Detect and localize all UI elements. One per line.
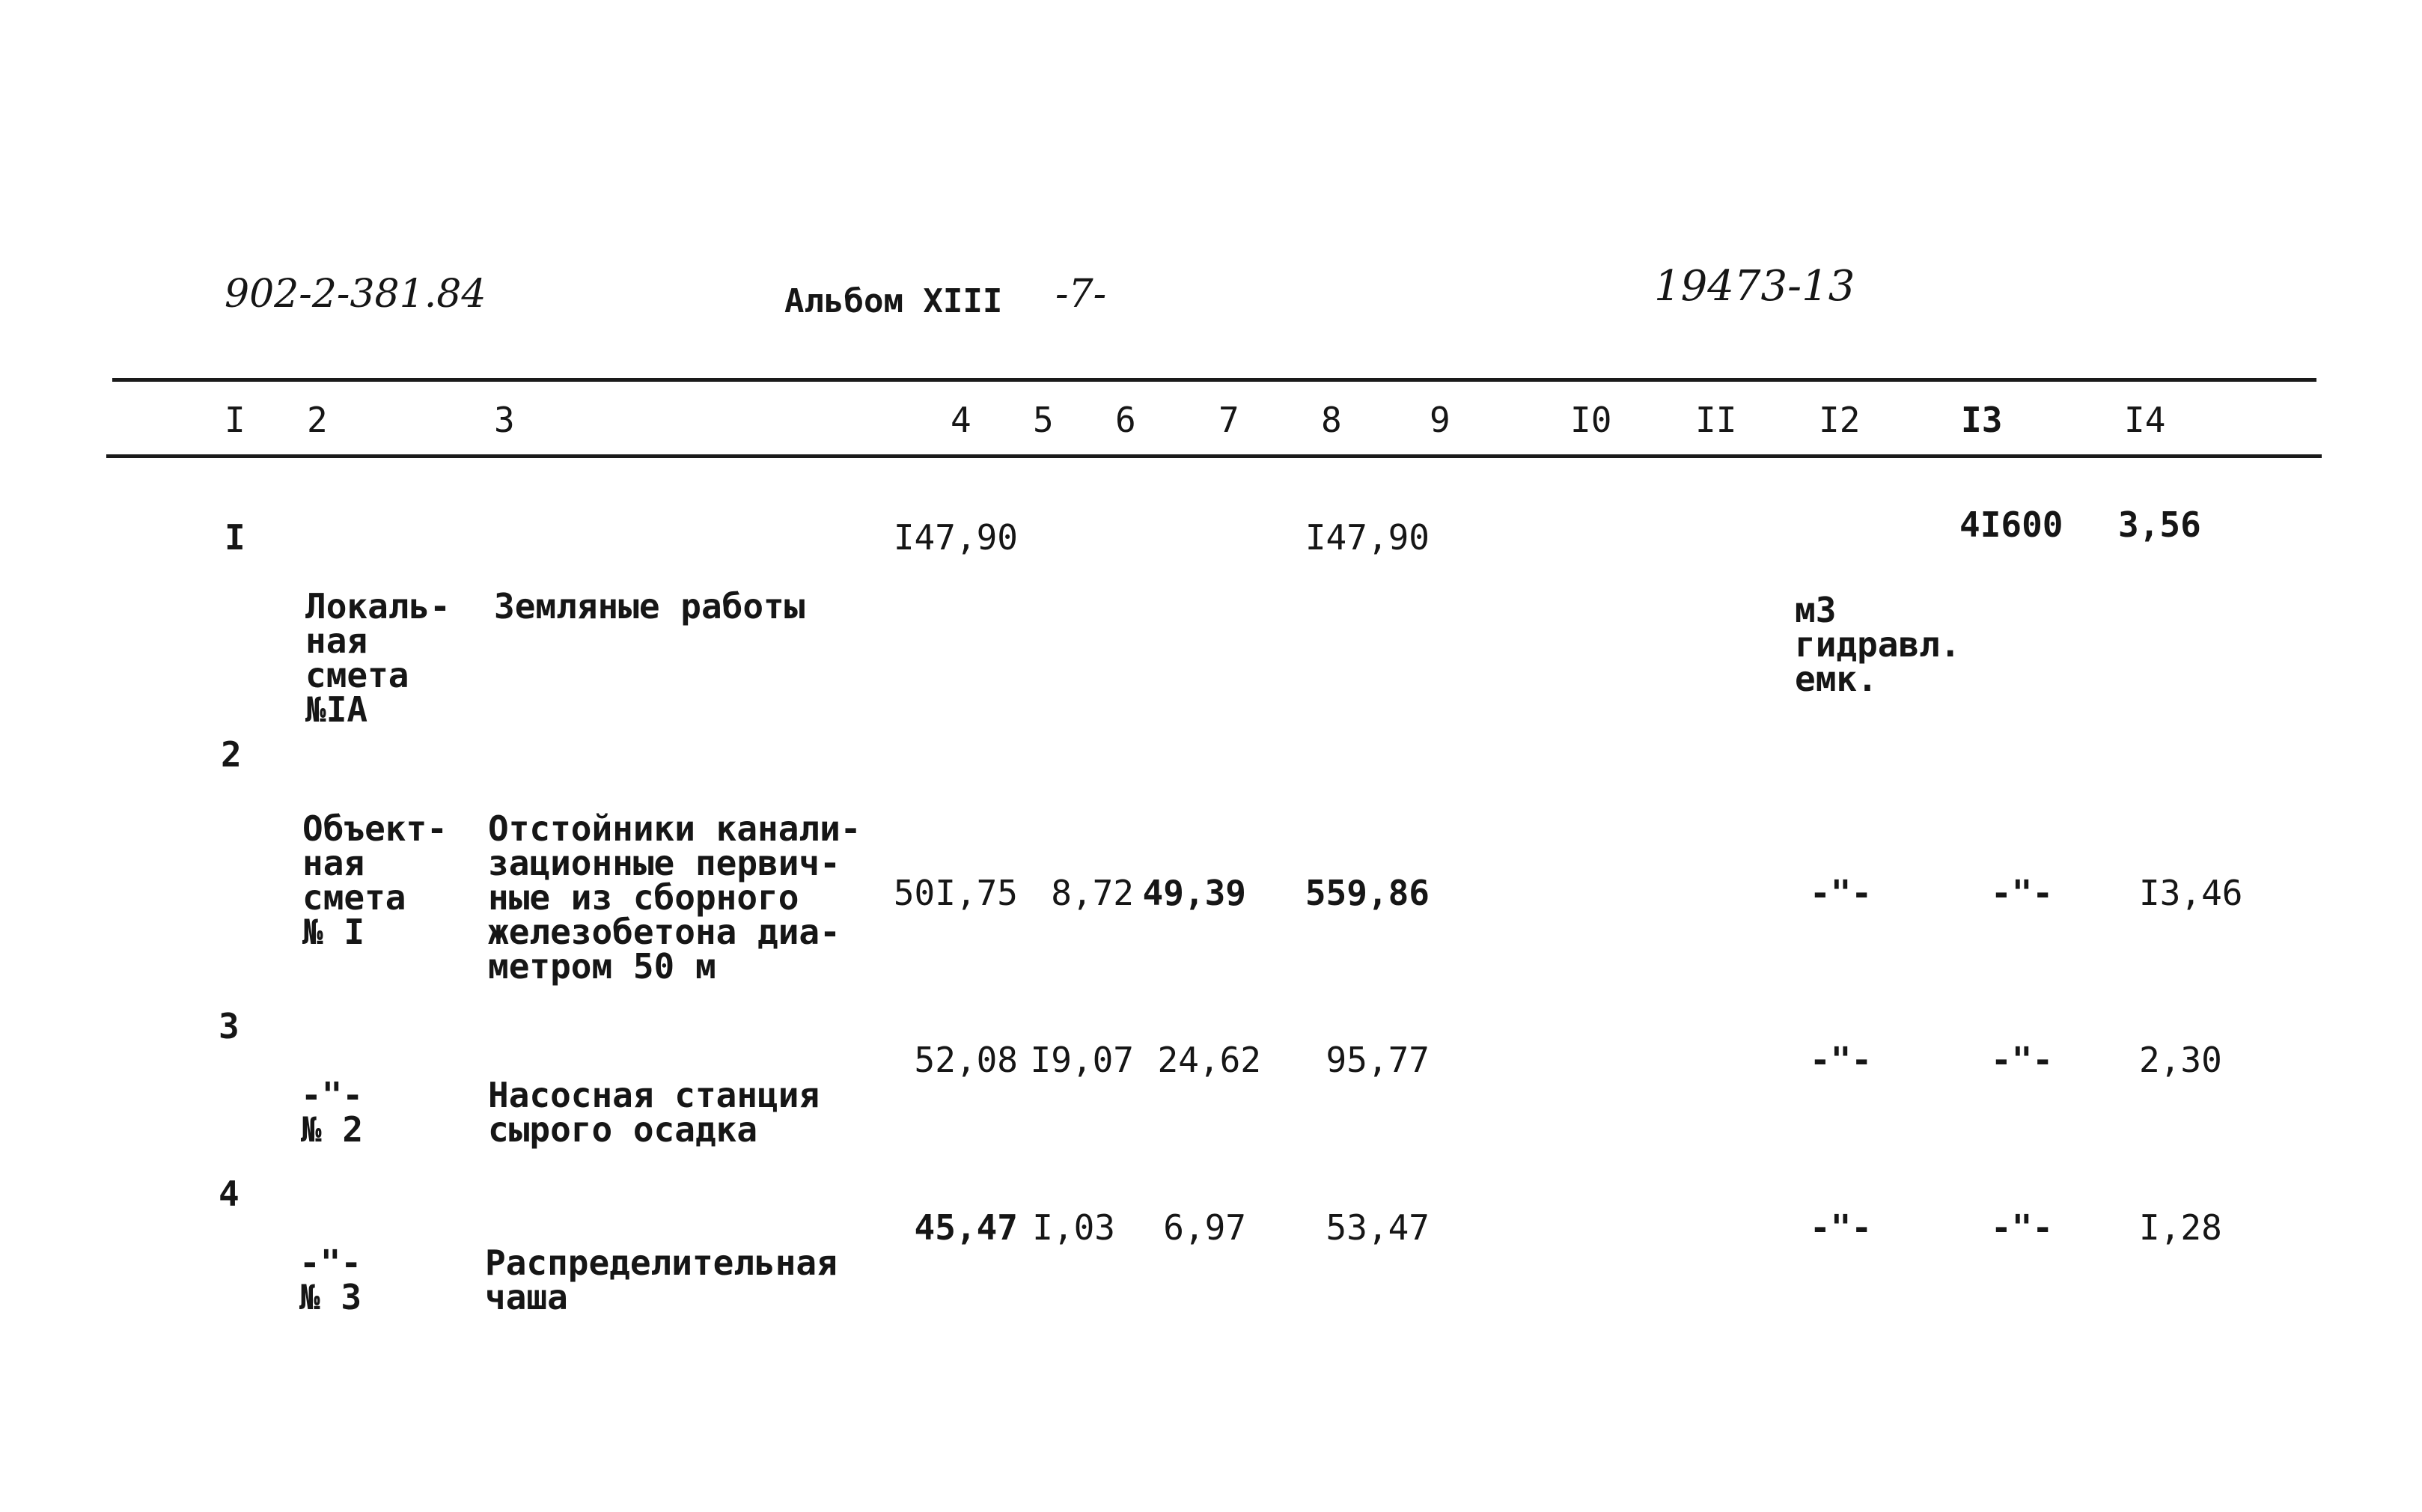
cost-col-6: 49,39 — [1142, 873, 1246, 913]
unit-of-measure: м3 гидравл. емк. — [1795, 590, 1961, 699]
capacity-col-13: 4I600 — [1959, 504, 2063, 545]
work-name: Насосная станция сырого осадка — [488, 1075, 820, 1150]
album-label: Альбом XIII — [784, 282, 1003, 320]
cost-col-6: 24,62 — [1157, 1040, 1261, 1080]
row-number: 3 — [219, 1006, 240, 1046]
cost-col-14: 2,30 — [2139, 1040, 2222, 1080]
column-number: 3 — [494, 400, 515, 440]
column-number: 6 — [1115, 400, 1136, 440]
column-number: I — [225, 400, 245, 440]
page-number: -7- — [1055, 272, 1107, 317]
cost-col-4: 50I,75 — [893, 873, 1018, 913]
estimate-doc: -"- № 2 — [301, 1075, 364, 1150]
column-number: I3 — [1961, 400, 2003, 440]
estimate-doc: Объект- ная смета № I — [302, 808, 448, 952]
estimate-doc: -"- № 3 — [299, 1243, 362, 1317]
row-number: I — [225, 517, 245, 558]
cost-col-4: 52,08 — [914, 1040, 1018, 1080]
row-number: 4 — [219, 1174, 240, 1214]
column-number: II — [1695, 400, 1737, 440]
column-number: 5 — [1033, 400, 1054, 440]
column-number: 9 — [1430, 400, 1451, 440]
cost-col-8: 559,86 — [1305, 873, 1430, 913]
capacity-col-13: -"- — [1991, 1040, 2054, 1080]
cost-col-14: I,28 — [2139, 1207, 2222, 1248]
estimate-doc: Локаль- ная смета №IA — [305, 586, 451, 730]
column-number: I2 — [1819, 400, 1861, 440]
row-number: 2 — [221, 734, 242, 775]
capacity-col-13: -"- — [1991, 873, 2054, 913]
unit-of-measure: -"- — [1810, 1207, 1873, 1248]
header-bottom-rule — [106, 454, 2322, 458]
top-rule — [112, 378, 2316, 382]
cost-col-14: I3,46 — [2139, 873, 2243, 913]
column-number: 7 — [1218, 400, 1239, 440]
document-code: 902-2-381.84 — [225, 272, 486, 317]
work-name: Отстойники канали- зационные первич- ные из сборного железобетона диа- метром 50 м — [488, 808, 861, 987]
cost-col-5: 8,72 — [1051, 873, 1134, 913]
cost-col-8: I47,90 — [1305, 517, 1430, 558]
cost-col-8: 53,47 — [1326, 1207, 1430, 1248]
work-name: Распределительная чаша — [485, 1243, 838, 1317]
cost-col-6: 6,97 — [1163, 1207, 1246, 1248]
cost-col-5: I9,07 — [1030, 1040, 1134, 1080]
inventory-number: 19473-13 — [1654, 262, 1855, 311]
work-name: Земляные работы — [494, 586, 805, 627]
column-number: 2 — [307, 400, 328, 440]
unit-of-measure: -"- — [1810, 873, 1873, 913]
cost-col-14: 3,56 — [2118, 504, 2201, 545]
cost-col-4: I47,90 — [893, 517, 1018, 558]
column-number: I0 — [1570, 400, 1612, 440]
column-number: 8 — [1321, 400, 1342, 440]
column-number: 4 — [951, 400, 971, 440]
unit-of-measure: -"- — [1810, 1040, 1873, 1080]
column-number: I4 — [2124, 400, 2166, 440]
cost-col-5: I,03 — [1032, 1207, 1115, 1248]
cost-col-4: 45,47 — [914, 1207, 1018, 1248]
cost-col-8: 95,77 — [1326, 1040, 1430, 1080]
capacity-col-13: -"- — [1991, 1207, 2054, 1248]
